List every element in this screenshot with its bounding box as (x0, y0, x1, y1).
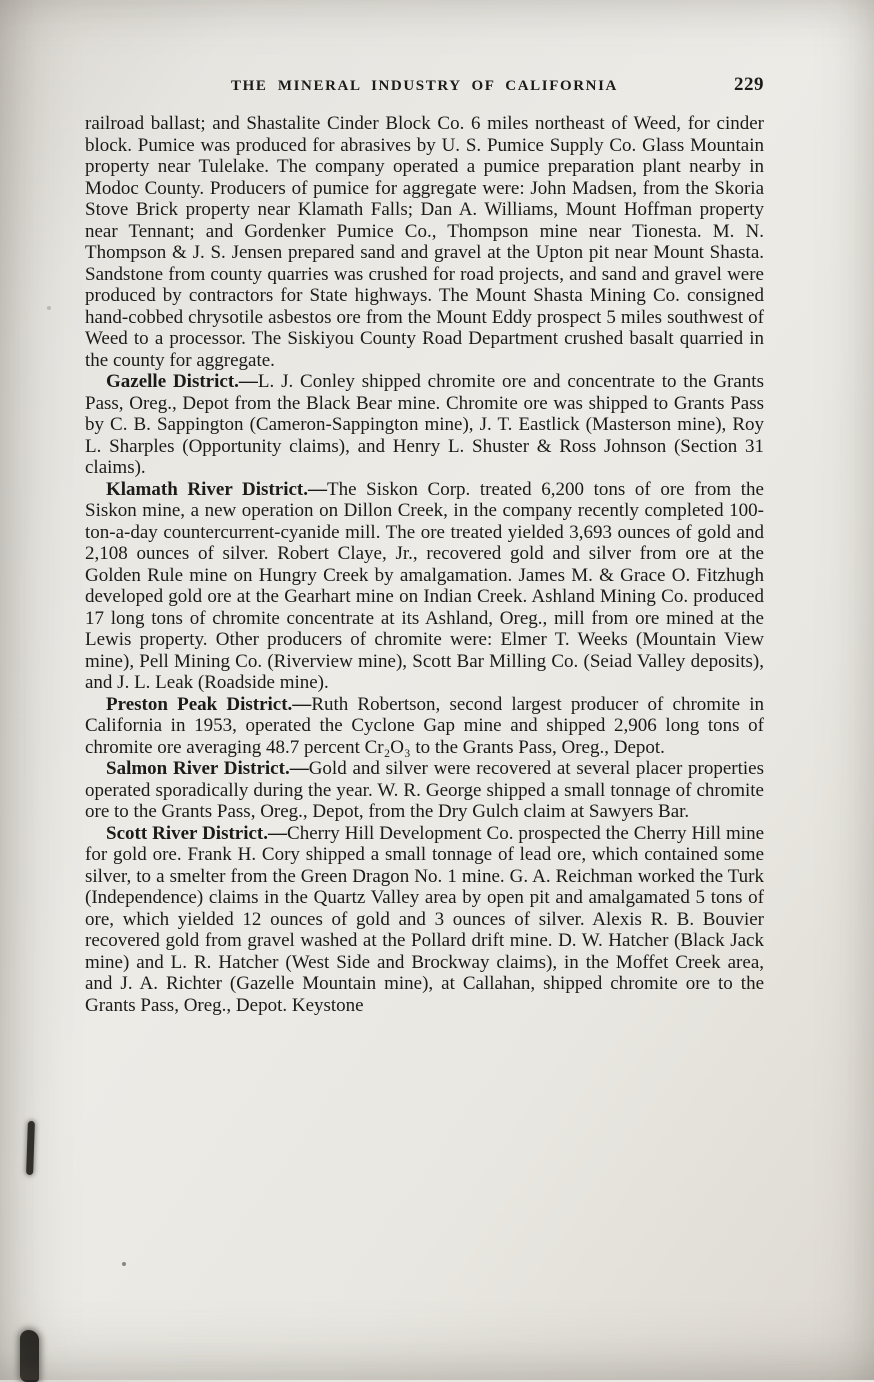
paragraph: Klamath River District.—The Siskon Corp. treated 6,200 tons of ore from the Siskon mine, a new operation on Dillon Creek, in the company recently completed 100-ton-a-day countercurrent-cyanide mill. The ore treated yielded 3,693 ounces of gold and 2,108 ounces of silver. Robert Claye, Jr., recovered gold and silver from ore at the Golden Rule mine on Hungry Creek by amalgamation. James M. & Grace O. Fitzhugh developed gold ore at the Gearhart mine on Indian Creek. Ashland Mining Co. produced 17 long tons of chromite concentrate at its Ashland, Oreg., mill from ore mined at the Lewis property. Other producers of chromite were: Elmer T. Weeks (Mountain View mine), Pell Mining Co. (Riverview mine), Scott Bar Milling Co. (Seiad Valley deposits), and J. L. Leak (Roadside mine). (85, 478, 764, 693)
running-header (85, 74, 764, 96)
page-body (85, 113, 764, 1016)
district-heading: Scott River District.— (106, 822, 288, 844)
scan-speck (47, 306, 51, 310)
paragraph: Salmon River District.—Gold and silver were recovered at several placer properties operated sporadically during the year. W. R. George shipped a small tonnage of chromite ore to the Grants Pass, Oreg., Depot, from the Dry Gulch claim at Sawyers Bar. (85, 758, 764, 822)
scan-artifact-streak (26, 1121, 35, 1175)
scan-speck (122, 1262, 126, 1266)
page-number: 229 (734, 74, 764, 95)
district-heading: Gazelle District.— (106, 371, 258, 392)
district-heading: Klamath River District.— (106, 478, 327, 500)
paragraph: Scott River District.—Cherry Hill Development Co. prospected the Cherry Hill mine for gold ore. Frank H. Cory shipped a small tonnage of lead ore, which contained some silver, to a smelter from the Green Dragon No. 1 mine. G. A. Reichman worked the Turk (Independence) claims in the Quartz Valley area by open pit and amalgamated 5 tons of ore, which yielded 12 ounces of gold and 3 ounces of silver. Alexis R. B. Bouvier recovered gold from gravel washed at the Pollard drift mine. D. W. Hatcher (Black Jack mine) and L. R. Hatcher (West Side and Brockway claims), in the Moffet Creek area, and J. A. Richter (Gazelle Mountain mine), at Callahan, shipped chromite ore to the Grants Pass, Oreg., Depot. Keystone (85, 822, 764, 1016)
book-page (85, 74, 764, 1016)
district-heading: Salmon River District.— (106, 758, 309, 779)
district-heading: Preston Peak District.— (106, 693, 312, 715)
page-title: THE MINERAL INDUSTRY OF CALIFORNIA (231, 78, 618, 94)
paragraph: Preston Peak District.—Ruth Robertson, second largest producer of chromite in California in 1953, operated the Cyclone Gap mine and shipped 2,906 long tons of chromite ore averaging 48.7 percent Cr₂O₃ to the Grants Pass, Oreg., Depot. (85, 693, 765, 758)
scan-artifact-blob (20, 1330, 39, 1382)
paragraph: railroad ballast; and Shastalite Cinder Block Co. 6 miles northeast of Weed, for cinder block. Pumice was produced for abrasives by U. S. Pumice Supply Co. Glass Mountain property near Tulelake. The company operated a pumice preparation plant nearby in Modoc County. Producers of pumice for aggregate were: John Madsen, from the Skoria Stove Brick property near Klamath Falls; Dan A. Williams, Mount Hoffman property near Tennant; and Gordenker Pumice Co., Thompson mine near Tionesta. M. N. Thompson & J. S. Jensen prepared sand and gravel at the Upton pit near Mount Shasta. Sandstone from county quarries was crushed for road projects, and sand and gravel were produced by contractors for State highways. The Mount Shasta Mining Co. consigned hand-cobbed chrysotile asbestos ore from the Mount Eddy prospect 5 miles southwest of Weed to a processor. The Siskiyou County Road Department crushed basalt quarried in the county for aggregate. (85, 113, 764, 371)
paragraph: Gazelle District.—L. J. Conley shipped chromite ore and concentrate to the Grants Pass, Oreg., Depot from the Black Bear mine. Chromite ore was shipped to Grants Pass by C. B. Sappington (Cameron-Sappington mine), J. T. Eastlick (Masterson mine), Roy L. Sharples (Opportunity claims), and Henry L. Shuster & Ross Johnson (Section 31 claims). (85, 371, 764, 478)
